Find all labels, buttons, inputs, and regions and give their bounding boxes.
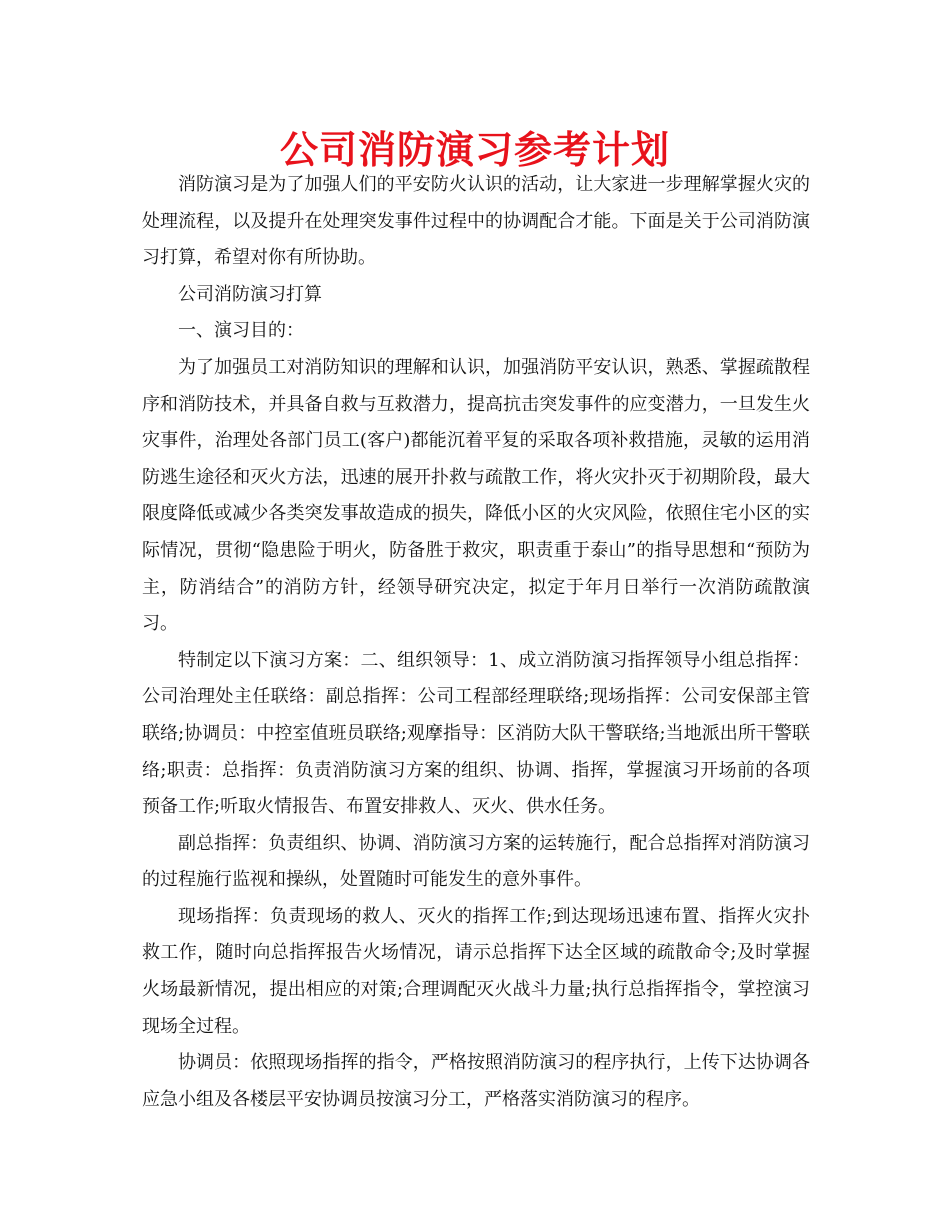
- paragraph-purpose: 为了加强员工对消防知识的理解和认识，加强消防平安认识，熟悉、掌握疏散程序和消防技术，并具备自救与互救潜力，提高抗击突发事件的应变潜力，一旦发生火灾事件，治理处各部门员工(客户)都能沉着平复的采取各项补救措施，灵敏的运用消防逃生途径和灭火方法，迅速的展开扑救与疏散工作，将火灾扑灭于初期阶段，最大限度降低或减少各类突发事故造成的损失，降低小区的火灾风险，依照住宅小区的实际情况，贯彻“隐患险于明火，防备胜于救灾，职责重于泰山”的指导思想和“预防为主，防消结合”的消防方针，经领导研究决定，拟定于年月日举行一次消防疏散演习。: [142, 356, 810, 635]
- document-title: 公司消防演习参考计划: [279, 128, 670, 172]
- paragraph-coordinator: 协调员：依照现场指挥的指令，严格按照消防演习的程序执行，上传下达协调各应急小组及各楼层平安协调员按演习分工，严格落实消防演习的程序。: [142, 1052, 810, 1110]
- paragraph-subtitle: 公司消防演习打算: [178, 283, 322, 305]
- paragraph-intro: 消防演习是为了加强人们的平安防火认识的活动，让大家进一步理解掌握火灾的处理流程，以及提升在处理突发事件过程中的协调配合才能。下面是关于公司消防演习打算，希望对你有所协助。: [142, 174, 810, 269]
- paragraph-deputy-commander: 副总指挥：负责组织、协调、消防演习方案的运转施行，配合总指挥对消防演习的过程施行监视和操纵，处置随时可能发生的意外事件。: [142, 832, 810, 891]
- paragraph-organization: 特制定以下演习方案：二、组织领导：1、成立消防演习指挥领导小组总指挥：公司治理处主任联络：副总指挥：公司工程部经理联络;现场指挥：公司安保部主管联络;协调员：中控室值班员联络;观摩指导：区消防大队干警联络;当地派出所干警联络;职责：总指挥：负责消防演习方案的组织、协调、指挥，掌握演习开场前的各项预备工作;听取火情报告、布置安排救人、灭火、供水任务。: [142, 649, 810, 818]
- paragraph-section-heading: 一、演习目的：: [178, 320, 304, 342]
- document-body: [142, 167, 810, 1118]
- paragraph-site-commander: 现场指挥：负责现场的救人、灭火的指挥工作;到达现场迅速布置、指挥火灾扑救工作，随时向总指挥报告火场情况，请示总指挥下达全区域的疏散命令;及时掌握火场最新情况，提出相应的对策;合理调配灭火战斗力量;执行总指挥指令，掌控演习现场全过程。: [142, 905, 810, 1037]
